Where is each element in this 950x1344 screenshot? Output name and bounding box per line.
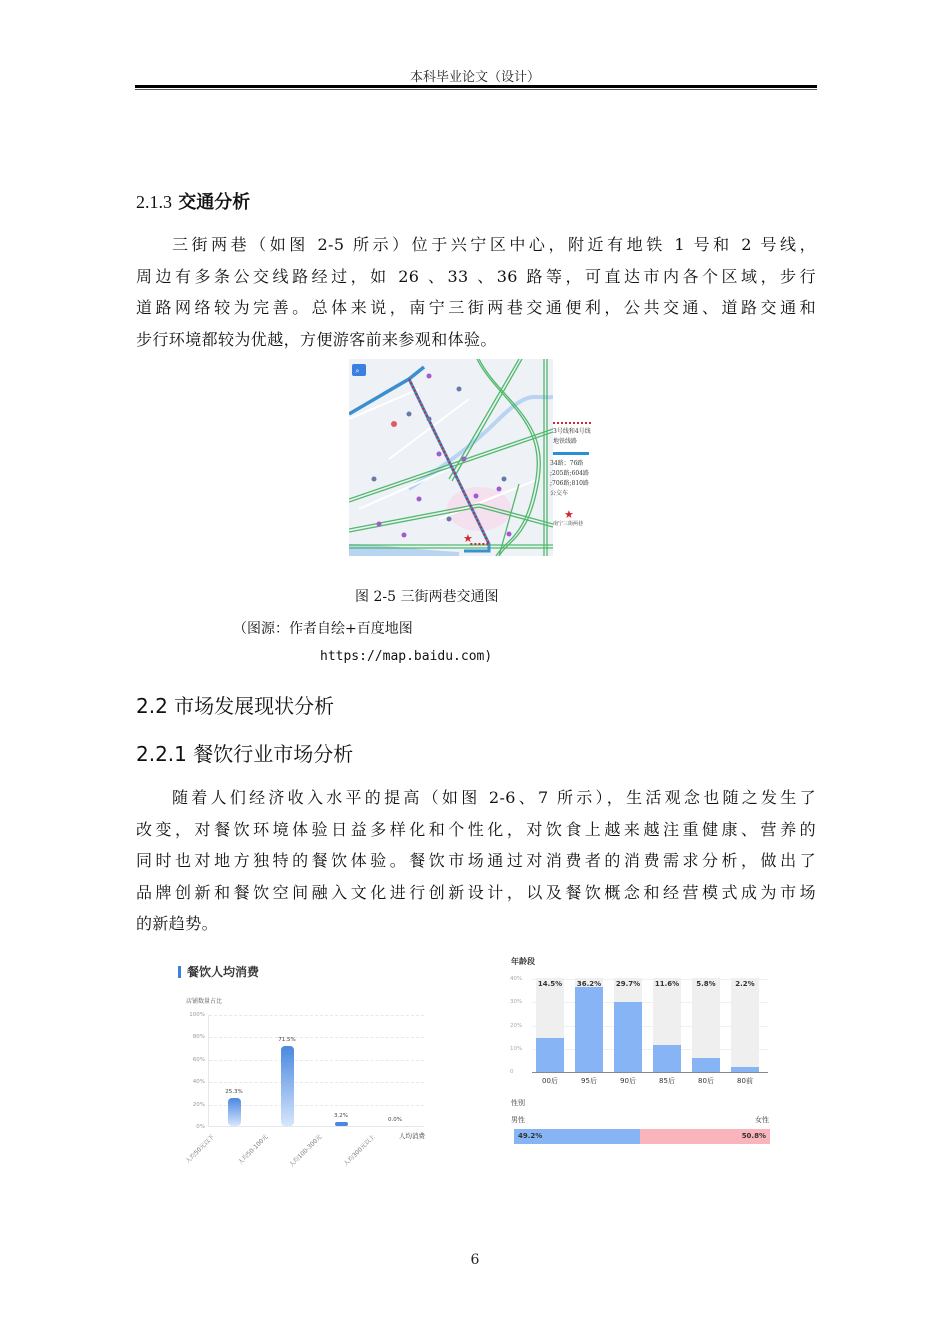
- map-legend: [550, 359, 601, 556]
- gridline: [209, 1015, 424, 1016]
- y-tick: 10%: [510, 1046, 523, 1052]
- metro-legend-dotted-line: [553, 422, 591, 424]
- female-segment: 50.8%: [640, 1129, 770, 1144]
- metro-legend-text-1: 3号线和4号线: [553, 428, 591, 435]
- age-bar: [614, 1002, 642, 1072]
- section-heading-2-2: 2.2 市场发展现状分析: [136, 694, 335, 718]
- figure-source-url: https://map.baidu.com): [320, 649, 493, 664]
- age-category: 80前: [737, 1077, 753, 1085]
- x-axis-label: 人均消费: [399, 1132, 425, 1140]
- age-bar: [536, 1038, 564, 1072]
- age-value: 36.2%: [576, 980, 602, 988]
- figure-caption: 图 2-5 三街两巷交通图: [355, 589, 499, 605]
- age-value: 2.2%: [735, 980, 755, 988]
- bar-value: 25.3%: [225, 1089, 243, 1095]
- age-chart-title: 年龄段: [511, 957, 535, 966]
- bus-routes-2: ;205路;604路: [550, 470, 589, 477]
- site-legend-label: 南宁三街两巷: [553, 521, 584, 527]
- paragraph-transport: [136, 229, 816, 355]
- gender-title: 性别: [511, 1099, 525, 1107]
- y-tick: 60%: [192, 1057, 205, 1063]
- paragraph-line: 道路网络较为完善。总体来说，南宁三街两巷交通便利，公共交通、道路交通和: [136, 298, 816, 317]
- age-category: 85后: [659, 1077, 675, 1085]
- age-category: 80后: [698, 1077, 714, 1085]
- female-label: 女性: [755, 1116, 769, 1124]
- header-rule: [135, 85, 817, 88]
- gridline: [209, 1037, 424, 1038]
- age-category: 90后: [620, 1077, 636, 1085]
- y-tick: 80%: [192, 1034, 205, 1040]
- age-col-85: [653, 978, 681, 1072]
- paragraph-line: 改变，对餐饮环境体验日益多样化和个性化，对饮食上越来越注重健康、营养的: [136, 819, 816, 839]
- bar-value: 0.0%: [388, 1117, 402, 1123]
- running-header: 本科毕业论文（设计）: [409, 70, 540, 85]
- y-tick: 40%: [192, 1079, 205, 1085]
- x-category: 人均100-300元: [287, 1133, 324, 1169]
- y-tick: 0: [510, 1069, 514, 1075]
- age-value: 14.5%: [537, 980, 563, 988]
- age-bar: [653, 1045, 681, 1072]
- age-bar: [692, 1058, 720, 1072]
- age-value: 29.7%: [615, 980, 641, 988]
- age-category: 00后: [542, 1077, 558, 1085]
- age-gender-chart: [505, 952, 775, 1152]
- bar-under-50: [228, 1098, 241, 1126]
- gridline: [209, 1082, 424, 1083]
- map-drawing: [349, 359, 553, 556]
- paragraph-line: 的新趋势。: [136, 914, 219, 933]
- y-tick: 40%: [510, 976, 523, 982]
- heading-text: 交通分析: [178, 192, 251, 213]
- age-category: 95后: [581, 1077, 597, 1085]
- y-axis-label: 店铺数量占比: [186, 998, 223, 1005]
- bus-label: 公交车: [550, 490, 569, 497]
- chart-title: 餐饮人均消费: [178, 966, 259, 978]
- gridline: [209, 1060, 424, 1061]
- age-plot-area: [510, 976, 768, 1075]
- bar-value: 3.2%: [334, 1113, 348, 1119]
- bus-legend-label: [550, 459, 589, 499]
- bus-routes-1: 34路；76路: [550, 460, 584, 467]
- age-col-pre80: [731, 978, 759, 1072]
- bar-50-100: [281, 1046, 294, 1126]
- age-col-80: [692, 978, 720, 1072]
- y-tick: 0%: [196, 1124, 205, 1130]
- age-value: 11.6%: [654, 980, 680, 988]
- section-heading-2-2-1: 2.2.1 餐饮行业市场分析: [136, 742, 354, 766]
- gender-ratio-bar: [514, 1129, 770, 1144]
- gridline: [209, 1105, 424, 1106]
- paragraph-line: 三街两巷（如图 2-5 所示）位于兴宁区中心，附近有地铁 1 号和 2 号线，: [172, 235, 816, 254]
- transport-map-image: [349, 359, 553, 556]
- heading-number: 2.1.3: [136, 192, 172, 212]
- bus-routes-3: ;706路;810路: [550, 480, 589, 487]
- metro-legend-text-2: 地铁线路: [553, 438, 578, 445]
- y-tick: 100%: [189, 1012, 205, 1018]
- section-heading-2-1-3: [136, 188, 250, 214]
- figure-source: （图源：作者自绘+百度地图: [233, 621, 413, 637]
- male-segment: 49.2%: [514, 1129, 640, 1144]
- y-tick: 20%: [510, 1023, 523, 1029]
- paragraph-line: 步行环境都较为优越，方便游客前来参观和体验。: [136, 329, 497, 349]
- paragraph-line: 周边有多条公交线路经过，如 26 、33 、36 路等，可直达市内各个区域，步行: [136, 266, 816, 286]
- age-col-95: [575, 978, 603, 1072]
- paragraph-line: 品牌创新和餐饮空间融入文化进行创新设计，以及餐饮概念和经营模式成为市场: [136, 882, 816, 902]
- y-tick: 30%: [510, 999, 523, 1005]
- age-value: 5.8%: [696, 980, 716, 988]
- bar-value: 71.5%: [278, 1037, 296, 1043]
- male-label: 男性: [511, 1116, 525, 1124]
- per-capita-spending-chart: [172, 952, 440, 1172]
- header-rule-thin: [135, 89, 817, 90]
- star-icon: ★: [564, 508, 574, 521]
- svg-text:⌕: ⌕: [355, 367, 360, 375]
- paragraph-line: 随着人们经济收入水平的提高（如图 2-6、7 所示），生活观念也随之发生了: [172, 788, 816, 807]
- age-col-00: [536, 978, 564, 1072]
- metro-legend-label: [553, 427, 591, 447]
- x-category: 人均50元以下: [184, 1133, 217, 1165]
- x-category: 人均300元以上: [342, 1133, 377, 1168]
- plot-area: [189, 1012, 424, 1130]
- bar-100-300: [335, 1122, 348, 1126]
- paragraph-line: 同时也对地方独特的餐饮体验。餐饮市场通过对消费者的消费需求分析，做出了: [136, 851, 816, 870]
- y-tick: 20%: [192, 1102, 205, 1108]
- x-category: 人均50-100元: [236, 1133, 270, 1167]
- page-number: 6: [470, 1252, 480, 1268]
- age-col-90: [614, 978, 642, 1072]
- age-bar: [731, 1067, 759, 1072]
- paragraph-catering: [136, 782, 816, 940]
- svg-text:★: ★: [463, 532, 473, 545]
- age-bar: [575, 987, 603, 1072]
- bus-legend-line: [553, 452, 589, 455]
